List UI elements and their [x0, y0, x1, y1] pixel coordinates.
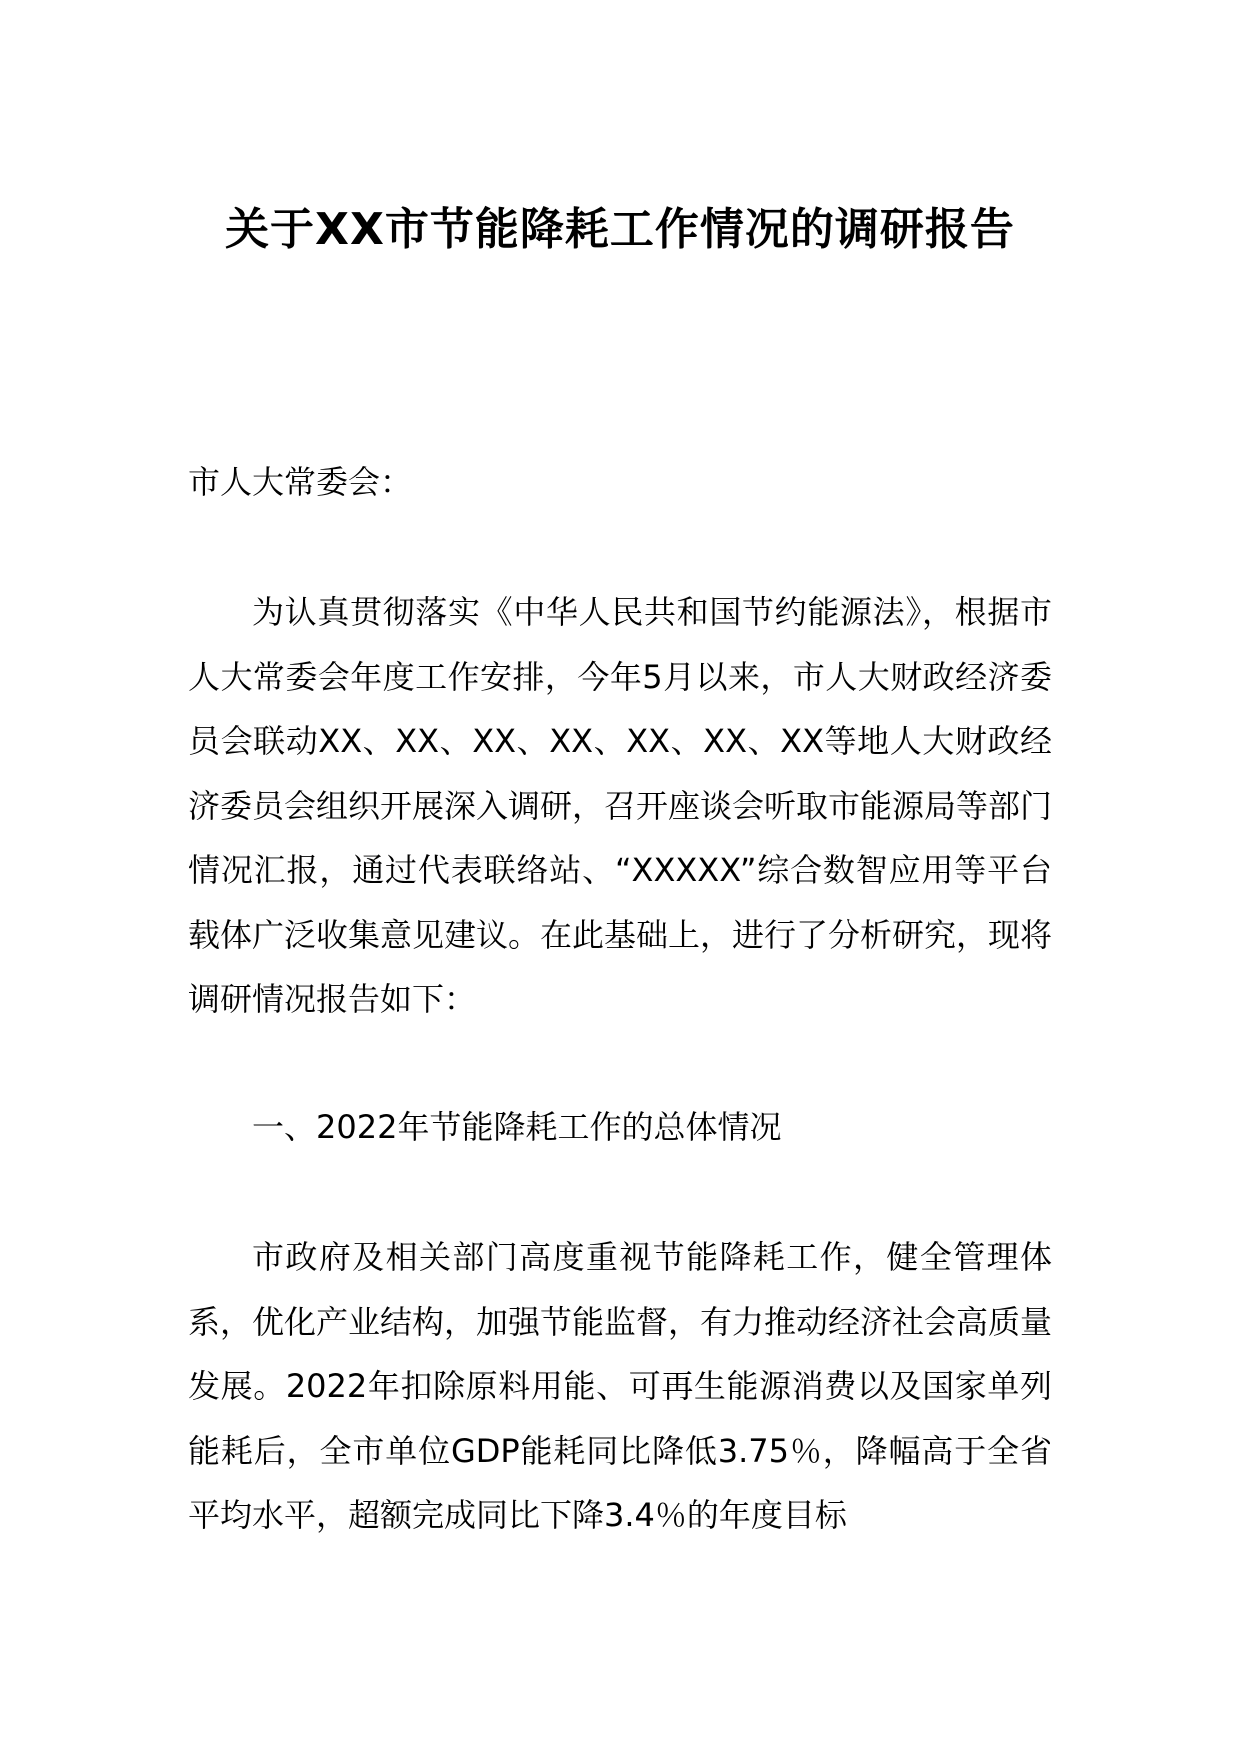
section-heading-overall-situation: 一、2022年节能降耗工作的总体情况 [252, 1108, 782, 1146]
paragraph-intro: 为认真贯彻落实《中华人民共和国节约能源法》，根据市人大常委会年度工作安排，今年5月以来，市人大财政经济委员会联动XX、XX、XX、XX、XX、XX、XX等地人大财政经济委员会组织开展深入调研，召开座谈会听取市能源局等部门情况汇报，通过代表联络站、“XXXXX”综合数智应用等平台载体广泛收集意见建议。在此基础上，进行了分析研究，现将调研情况报告如下： [188, 593, 1053, 1018]
document-title: 关于XX市节能降耗工作情况的调研报告 [225, 204, 1015, 255]
salutation: 市人大常委会： [188, 463, 413, 501]
paragraph-overall-situation: 市政府及相关部门高度重视节能降耗工作，健全管理体系，优化产业结构，加强节能监督，有力推动经济社会高质量发展。2022年扣除原料用能、可再生能源消费以及国家单列能耗后，全市单位GDP能耗同比降低3.75％，降幅高于全省平均水平，超额完成同比下降3.4％的年度目标 [188, 1238, 1053, 1534]
